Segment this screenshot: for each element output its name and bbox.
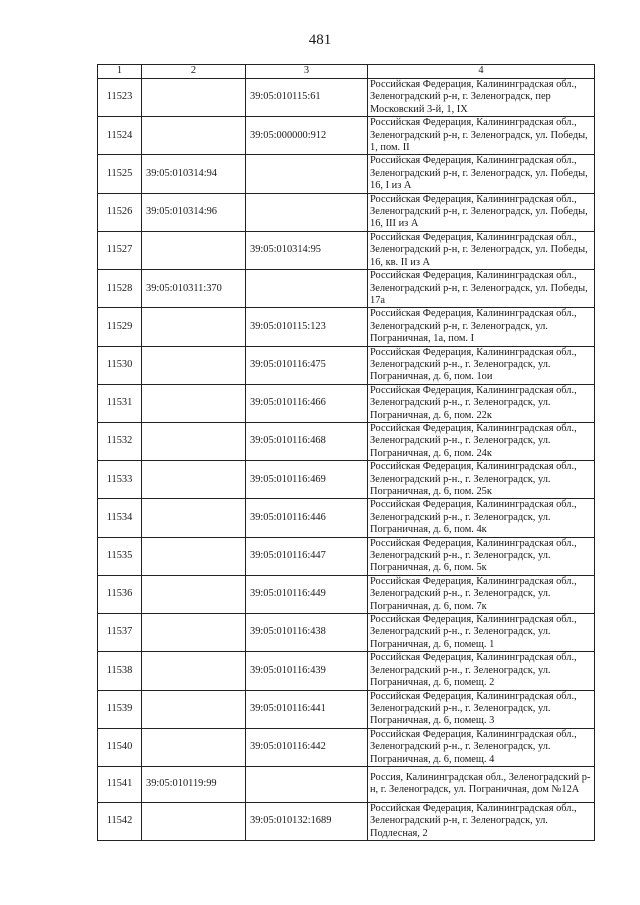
table-row	[98, 728, 595, 766]
row-number-cell: 11539	[98, 690, 142, 728]
table-row	[98, 155, 595, 193]
cadastral-number-alt-cell	[246, 155, 368, 193]
row-number-cell: 11527	[98, 231, 142, 269]
column-header-3: 3	[246, 65, 368, 79]
cadastral-number-alt-cell: 39:05:010116:447	[246, 537, 368, 575]
table-row	[98, 384, 595, 422]
address-cell: Российская Федерация, Калининградская обл., Зеленоградский р-н., г. Зеленоградск, ул. Пограничная, д. 6, пом. 22к	[368, 384, 595, 422]
table-row	[98, 652, 595, 690]
cadastral-number-cell	[142, 499, 246, 537]
table-row	[98, 575, 595, 613]
table-row	[98, 117, 595, 155]
row-number-cell: 11535	[98, 537, 142, 575]
row-number-cell: 11533	[98, 461, 142, 499]
cadastral-number-cell	[142, 614, 246, 652]
address-cell: Российская Федерация, Калининградская обл., Зеленоградский р-н, г. Зеленоградск, ул. Победы, 17а	[368, 270, 595, 308]
cadastral-number-cell	[142, 117, 246, 155]
cadastral-number-cell: 39:05:010311:370	[142, 270, 246, 308]
cadastral-number-alt-cell: 39:05:010116:469	[246, 461, 368, 499]
row-number-cell: 11529	[98, 308, 142, 346]
address-cell: Россия, Калининградская обл., Зеленоградский р-н, г. Зеленоградск, ул. Пограничная, дом №12А	[368, 766, 595, 802]
cadastral-number-cell	[142, 308, 246, 346]
table-row	[98, 614, 595, 652]
cadastral-number-cell	[142, 537, 246, 575]
row-number-cell: 11542	[98, 802, 142, 840]
table-row	[98, 308, 595, 346]
page-number: 481	[308, 32, 332, 48]
address-cell: Российская Федерация, Калининградская обл., Зеленоградский р-н., г. Зеленоградск, ул. Пограничная, д. 6, пом. 1ои	[368, 346, 595, 384]
cadastral-number-cell	[142, 422, 246, 460]
row-number-cell: 11531	[98, 384, 142, 422]
address-cell: Российская Федерация, Калининградская обл., Зеленоградский р-н, г. Зеленоградск, ул. Пограничная, 1а, пом. I	[368, 308, 595, 346]
row-number-cell: 11525	[98, 155, 142, 193]
table-row	[98, 461, 595, 499]
row-number-cell: 11523	[98, 79, 142, 117]
cadastral-number-alt-cell	[246, 766, 368, 802]
cadastral-number-cell	[142, 384, 246, 422]
cadastral-number-alt-cell: 39:05:010116:468	[246, 422, 368, 460]
row-number-cell: 11536	[98, 575, 142, 613]
cadastral-number-cell	[142, 690, 246, 728]
table-row	[98, 270, 595, 308]
cadastral-number-alt-cell: 39:05:010314:95	[246, 231, 368, 269]
cadastral-number-cell	[142, 575, 246, 613]
row-number-cell: 11532	[98, 422, 142, 460]
registry-table	[97, 64, 595, 841]
row-number-cell: 11526	[98, 193, 142, 231]
cadastral-number-alt-cell: 39:05:010132:1689	[246, 802, 368, 840]
cadastral-number-cell	[142, 461, 246, 499]
row-number-cell: 11541	[98, 766, 142, 802]
cadastral-number-cell	[142, 802, 246, 840]
row-number-cell: 11534	[98, 499, 142, 537]
column-header-2: 2	[142, 65, 246, 79]
table-row	[98, 193, 595, 231]
cadastral-number-alt-cell: 39:05:010115:123	[246, 308, 368, 346]
address-cell: Российская Федерация, Калининградская обл., Зеленоградский р-н., г. Зеленоградск, ул. Пограничная, д. 6, помещ. 3	[368, 690, 595, 728]
cadastral-number-alt-cell: 39:05:010116:446	[246, 499, 368, 537]
cadastral-number-cell	[142, 728, 246, 766]
cadastral-number-cell: 39:05:010314:94	[142, 155, 246, 193]
cadastral-number-alt-cell: 39:05:010116:466	[246, 384, 368, 422]
cadastral-number-cell	[142, 346, 246, 384]
row-number-cell: 11530	[98, 346, 142, 384]
cadastral-number-alt-cell: 39:05:010116:449	[246, 575, 368, 613]
cadastral-number-alt-cell: 39:05:010116:439	[246, 652, 368, 690]
row-number-cell: 11524	[98, 117, 142, 155]
table-row	[98, 422, 595, 460]
address-cell: Российская Федерация, Калининградская обл., Зеленоградский р-н, г. Зеленоградск, ул. Победы, 1, пом. II	[368, 117, 595, 155]
address-cell: Российская Федерация, Калининградская обл., Зеленоградский р-н., г. Зеленоградск, ул. Пограничная, д. 6, помещ. 2	[368, 652, 595, 690]
address-cell: Российская Федерация, Калининградская обл., Зеленоградский р-н., г. Зеленоградск, ул. Пограничная, д. 6, помещ. 1	[368, 614, 595, 652]
row-number-cell: 11540	[98, 728, 142, 766]
cadastral-number-cell: 39:05:010119:99	[142, 766, 246, 802]
table-row	[98, 802, 595, 840]
cadastral-number-alt-cell: 39:05:010116:442	[246, 728, 368, 766]
table-row	[98, 690, 595, 728]
address-cell: Российская Федерация, Калининградская обл., Зеленоградский р-н., г. Зеленоградск, ул. Пограничная, д. 6, помещ. 4	[368, 728, 595, 766]
address-cell: Российская Федерация, Калининградская обл., Зеленоградский р-н., г. Зеленоградск, ул. Пограничная, д. 6, пом. 5к	[368, 537, 595, 575]
address-cell: Российская Федерация, Калининградская обл., Зеленоградский р-н, г. Зеленоградск, ул. Победы, 16, кв. II из А	[368, 231, 595, 269]
cadastral-number-cell	[142, 79, 246, 117]
cadastral-number-alt-cell: 39:05:000000:912	[246, 117, 368, 155]
row-number-cell: 11538	[98, 652, 142, 690]
table-row	[98, 231, 595, 269]
table-row	[98, 766, 595, 802]
cadastral-number-alt-cell: 39:05:010116:441	[246, 690, 368, 728]
column-header-4: 4	[368, 65, 595, 79]
address-cell: Российская Федерация, Калининградская обл., Зеленоградский р-н., г. Зеленоградск, ул. Пограничная, д. 6, пом. 25к	[368, 461, 595, 499]
table-header-row	[98, 65, 595, 79]
column-header-1: 1	[98, 65, 142, 79]
cadastral-number-cell: 39:05:010314:96	[142, 193, 246, 231]
table-row	[98, 537, 595, 575]
cadastral-number-alt-cell	[246, 270, 368, 308]
table-row	[98, 79, 595, 117]
table-row	[98, 346, 595, 384]
row-number-cell: 11528	[98, 270, 142, 308]
cadastral-number-cell	[142, 652, 246, 690]
cadastral-number-alt-cell: 39:05:010115:61	[246, 79, 368, 117]
cadastral-number-cell	[142, 231, 246, 269]
address-cell: Российская Федерация, Калининградская обл., Зеленоградский р-н, г. Зеленоградск, ул. Победы, 16, III из А	[368, 193, 595, 231]
table-row	[98, 499, 595, 537]
address-cell: Российская Федерация, Калининградская обл., Зеленоградский р-н., г. Зеленоградск, ул. Пограничная, д. 6, пом. 4к	[368, 499, 595, 537]
address-cell: Российская Федерация, Калининградская обл., Зеленоградский р-н., г. Зеленоградск, ул. Пограничная, д. 6, пом. 24к	[368, 422, 595, 460]
cadastral-number-alt-cell: 39:05:010116:438	[246, 614, 368, 652]
address-cell: Российская Федерация, Калининградская обл., Зеленоградский р-н, г. Зеленоградск, пер Московский 3-й, 1, IX	[368, 79, 595, 117]
address-cell: Российская Федерация, Калининградская обл., Зеленоградский р-н, г. Зеленоградск, ул. Подлесная, 2	[368, 802, 595, 840]
cadastral-number-alt-cell	[246, 193, 368, 231]
address-cell: Российская Федерация, Калининградская обл., Зеленоградский р-н, г. Зеленоградск, ул. Победы, 16, I из А	[368, 155, 595, 193]
cadastral-number-alt-cell: 39:05:010116:475	[246, 346, 368, 384]
address-cell: Российская Федерация, Калининградская обл., Зеленоградский р-н., г. Зеленоградск, ул. Пограничная, д. 6, пом. 7к	[368, 575, 595, 613]
row-number-cell: 11537	[98, 614, 142, 652]
